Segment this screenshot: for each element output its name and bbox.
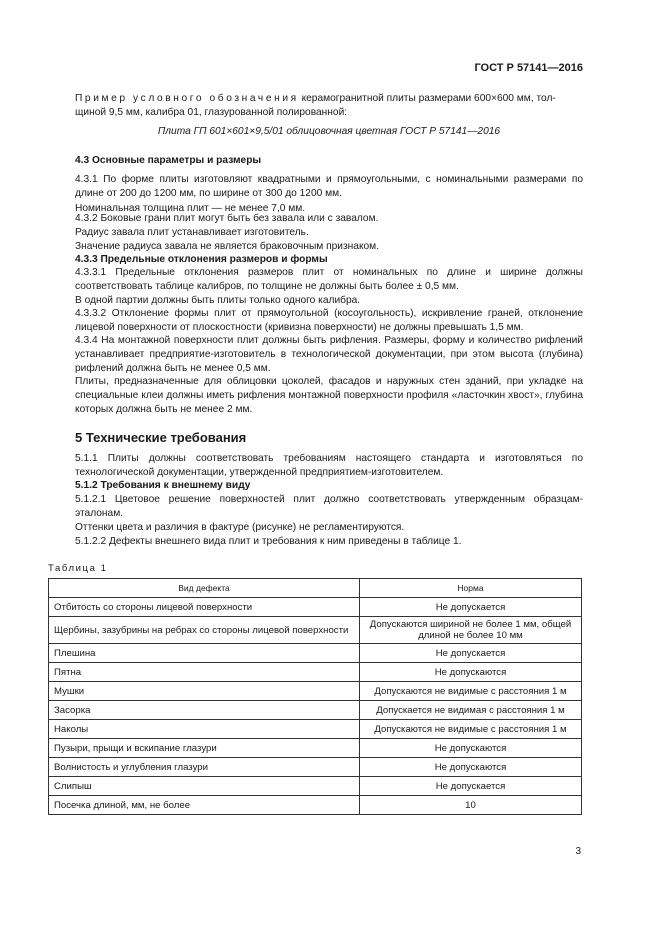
paragraph-4-3-3-1: 4.3.3.1 Предельные отклонения размеров плит от номинальных по длине и ширине должны соответствовать таблице калибров, по толщине не должны быть более ± 0,5 мм.	[75, 267, 583, 293]
defect-cell: Слипыш	[49, 777, 360, 796]
defects-table	[48, 578, 582, 815]
table-row	[49, 739, 582, 758]
norm-cell: Не допускается	[360, 598, 582, 617]
table-row	[49, 701, 582, 720]
paragraph-5-1-2-2: 5.1.2.2 Дефекты внешнего вида плит и требования к ним приведены в таблице 1.	[75, 536, 462, 547]
defect-cell: Плешина	[49, 644, 360, 663]
p-4-3-1-text: 4.3.1 По форме плиты изготовляют квадратными и прямоугольными, с номинальными размерами по длине от 200 до 1200 мм, по ширине от 300 до 1200 мм.	[75, 174, 583, 200]
paragraph-thickness: Номинальная толщина плит — не менее 7,0 мм.	[75, 203, 306, 214]
section-5-title: 5 Технические требования	[75, 430, 247, 445]
defect-cell: Волнистость и углубления глазури	[49, 758, 360, 777]
paragraph-5-1-2-1: 5.1.2.1 Цветовое решение поверхностей плит должно соответствовать утвержденным образцам-эталонам.	[75, 494, 583, 520]
paragraph-radius: Радиус завала плит устанавливает изготовитель.	[75, 227, 309, 238]
table-row	[49, 758, 582, 777]
example-label: Пример условного обозначения	[75, 93, 299, 104]
norm-cell: Не допускаются	[360, 758, 582, 777]
norm-cell: Не допускаются	[360, 739, 582, 758]
defect-cell: Мушки	[49, 682, 360, 701]
paragraph-4-3-1	[75, 173, 583, 201]
section-5-1-2-title: 5.1.2 Требования к внешнему виду	[75, 480, 251, 491]
norm-cell: Не допускается	[360, 777, 582, 796]
table-row	[49, 644, 582, 663]
paragraph-5-1-1: 5.1.1 Плиты должны соответствовать требованиям настоящего стандарта и изготовляться по технологической документации, утвержденной предприятием-изготовителем.	[75, 453, 583, 479]
norm-cell: Допускаются не видимые с расстояния 1 м	[360, 720, 582, 739]
defect-cell: Пузыри, прыщи и вскипание глазури	[49, 739, 360, 758]
table-row	[49, 617, 582, 644]
defect-cell: Наколы	[49, 720, 360, 739]
paragraph-4-3-2: 4.3.2 Боковые грани плит могут быть без завала или с завалом.	[75, 213, 379, 224]
table-caption: Таблица 1	[48, 563, 108, 574]
norm-cell: Допускаются шириной не более 1 мм, общей длиной не более 10 мм	[360, 617, 582, 644]
document-code: ГОСТ Р 57141—2016	[474, 62, 583, 74]
defect-cell: Засорка	[49, 701, 360, 720]
table-row	[49, 598, 582, 617]
table-row	[49, 720, 582, 739]
paragraph-calibre: В одной партии должны быть плиты только одного калибра.	[75, 295, 361, 306]
paragraph-shades: Оттенки цвета и различия в фактуре (рисунке) не регламентируются.	[75, 522, 405, 533]
table-row	[49, 682, 582, 701]
paragraph-4-3-3-2: 4.3.3.2 Отклонение формы плит от прямоугольной (косоугольность), искривление граней, отклонение лицевой поверхности от плоскостности (кривизна поверхности) не должны превышать 1,5 мм.	[75, 308, 583, 334]
norm-cell: Допускается не видимая с расстояния 1 м	[360, 701, 582, 720]
table-row	[49, 796, 582, 815]
page-number: 3	[575, 846, 581, 857]
table-row	[49, 777, 582, 796]
table-header-norm: Норма	[360, 579, 582, 598]
table-header-defect: Вид дефекта	[49, 579, 360, 598]
example-text-1: керамогранитной плиты размерами 600×600 мм, тол-	[298, 93, 556, 104]
norm-cell: 10	[360, 796, 582, 815]
defect-cell: Пятна	[49, 663, 360, 682]
example-text-2: щиной 9,5 мм, калибра 01, глазурованной полированной:	[75, 107, 348, 119]
defect-cell: Посечка длиной, мм, не более	[49, 796, 360, 815]
paragraph-radius-value: Значение радиуса завала не является браковочным признаком.	[75, 241, 380, 252]
example-paragraph	[75, 92, 583, 120]
defect-cell: Щербины, зазубрины на ребрах со стороны лицевой поверхности	[49, 617, 360, 644]
defect-cell: Отбитость со стороны лицевой поверхности	[49, 598, 360, 617]
norm-cell: Не допускается	[360, 644, 582, 663]
paragraph-4-3-4: 4.3.4 На монтажной поверхности плит должны быть рифления. Размеры, форму и количество рифлений устанавливает предприятие-изготовитель в технологической документации, при этом высота (глубина) рифлений должна быть не менее 0,5 мм.	[75, 335, 583, 375]
paragraph-facade: Плиты, предназначенные для облицовки цоколей, фасадов и наружных стен зданий, при укладке на специальные клеи должны иметь рифления монтажной поверхности профиля «ласточкин хвост», глубина которых должна быть не менее 2 мм.	[75, 376, 583, 416]
norm-cell: Допускаются не видимые с расстояния 1 м	[360, 682, 582, 701]
example-designation: Плита ГП 601×601×9,5/01 облицовочная цветная ГОСТ Р 57141—2016	[157, 126, 501, 137]
norm-cell: Не допускаются	[360, 663, 582, 682]
section-4-3-3-title: 4.3.3 Предельные отклонения размеров и формы	[75, 254, 328, 265]
section-4-3-title: 4.3 Основные параметры и размеры	[75, 155, 262, 166]
table-row	[49, 663, 582, 682]
